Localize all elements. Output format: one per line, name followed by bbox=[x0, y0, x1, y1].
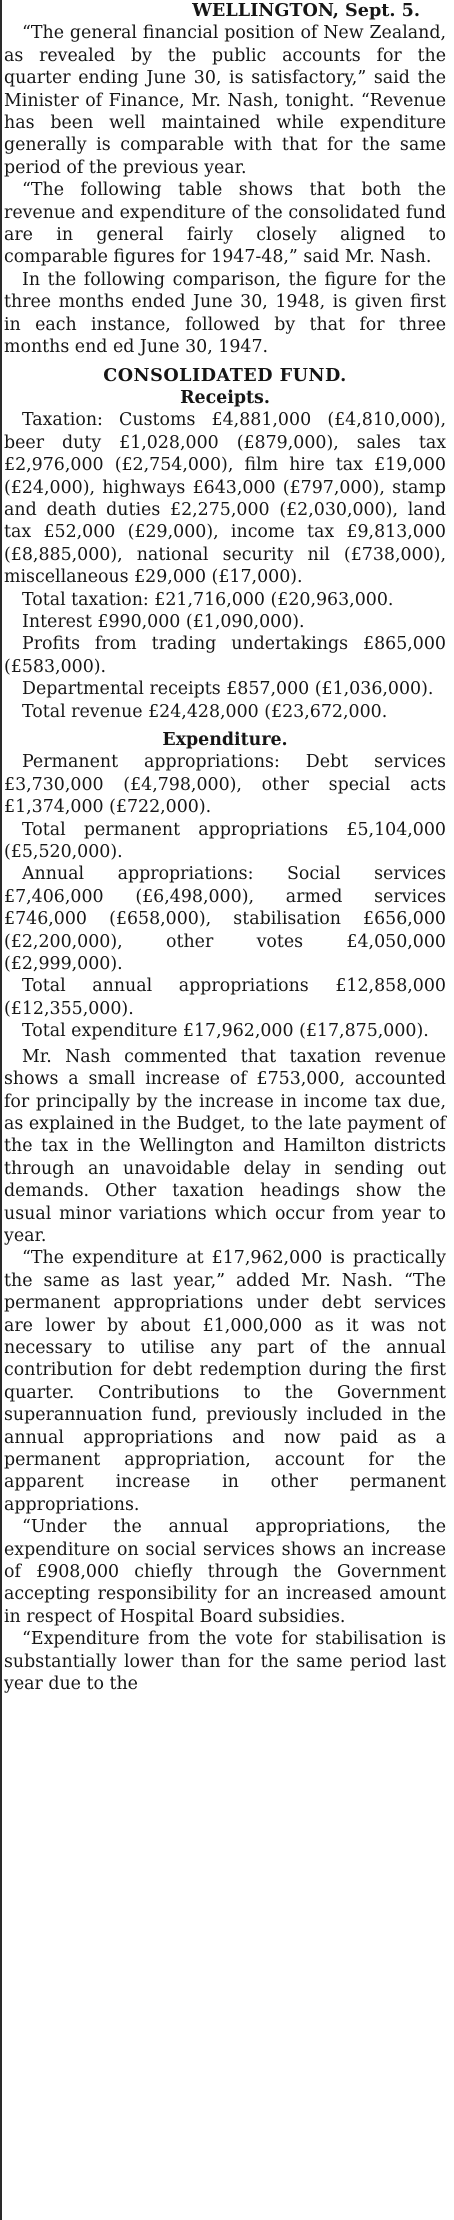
expenditure-permanent: Permanent appropriations: Debt services £3,730,000 (£4,798,000), other special acts £1,374,000 (£722,000). bbox=[4, 752, 446, 818]
intro-paragraph-3: In the following comparison, the figure for the three months ended June 30, 1948, is given first in each instance, followed by that for three months end ed June 30, 1947. bbox=[4, 269, 446, 358]
commentary-paragraph-3: “Under the annual appropriations, the expenditure on social services shows an increase of £908,000 chiefly through the Government accepting responsibility for an increased amount in respect of Hospital Board subsidies. bbox=[4, 1517, 446, 1627]
receipts-interest: Interest £990,000 (£1,090,000). bbox=[22, 611, 305, 632]
intro-paragraph-2: “The following table shows that both the revenue and expenditure of the consolidated fund are in general fairly closely aligned to comparable figures for 1947-48,” said Mr. Nash. bbox=[4, 180, 446, 268]
commentary-paragraph-4: “Expenditure from the vote for stabilisation is substantially lower than for the same period last year due to the bbox=[4, 1629, 446, 1695]
expenditure-total-annual: Total annual appropriations £12,858,000 (£12,355,000). bbox=[4, 976, 446, 1019]
expenditure-total: Total expenditure £17,962,000 (£17,875,000). bbox=[22, 1021, 429, 1042]
receipts-heading: Receipts. bbox=[180, 387, 270, 408]
commentary-paragraph-2: “The expenditure at £17,962,000 is practically the same as last year,” added Mr. Nash. “The permanent appropriations under debt services are lower by about £1,000,000 as it was not necessary to utilise any part of the annual contribution for debt redemption during the first quarter. Contributions to the Government superannuation fund, previously included in the annual appropriations and now paid as a permanent appropriation, account for the apparent increase in other permanent appropriations. bbox=[4, 1248, 446, 1515]
receipts-total-taxation: Total taxation: £21,716,000 (£20,963,000. bbox=[22, 589, 394, 610]
receipts-total-revenue: Total revenue £24,428,000 (£23,672,000. bbox=[22, 701, 388, 722]
dateline: WELLINGTON, Sept. 5. bbox=[192, 0, 420, 21]
expenditure-annual: Annual appropriations: Social services £7,406,000 (£6,498,000), armed services £746,000 (£658,000), stabilisation £656,000 (£2,200,000), other votes £4,050,000 (£2,999,000). bbox=[4, 864, 446, 975]
receipts-taxation-items: Taxation: Customs £4,881,000 (£4,810,000), beer duty £1,028,000 (£879,000), sales tax £2,976,000 (£2,754,000), film hire tax £19,000 (£24,000), highways £643,000 (£797,000), stamp and death duties £2,275,000 (£2,030,000), land tax £52,000 (£29,000), income tax £9,813,000 (£8,885,000), national security nil (£738,000), miscellaneous £29,000 (£17,000). bbox=[4, 410, 446, 588]
receipts-profits: Profits from trading undertakings £865,000 (£583,000). bbox=[4, 634, 446, 677]
consolidated-fund-heading: CONSOLIDATED FUND. bbox=[103, 364, 347, 386]
commentary-paragraph-1: Mr. Nash commented that taxation revenue shows a small increase of £753,000, accounted for principally by the increase in income tax due, as explained in the Budget, to the late payment of the tax in the Wellington and Hamilton districts through an unavoidable delay in sending out demands. Other taxation headings show the usual minor variations which occur from year to year. bbox=[4, 1046, 446, 1246]
expenditure-heading: Expenditure. bbox=[162, 730, 288, 750]
expenditure-total-permanent: Total permanent appropriations £5,104,000 (£5,520,000). bbox=[4, 819, 446, 863]
intro-paragraph-1: “The general financial position of New Zealand, as revealed by the public accounts for the quarter ending June 30, is satisfactory,” said the Minister of Finance, Mr. Nash, tonight. “Revenue has been well maintained while expenditure generally is comparable with that for the same period of the previous year. bbox=[4, 23, 446, 178]
receipts-departmental: Departmental receipts £857,000 (£1,036,000). bbox=[22, 679, 434, 700]
